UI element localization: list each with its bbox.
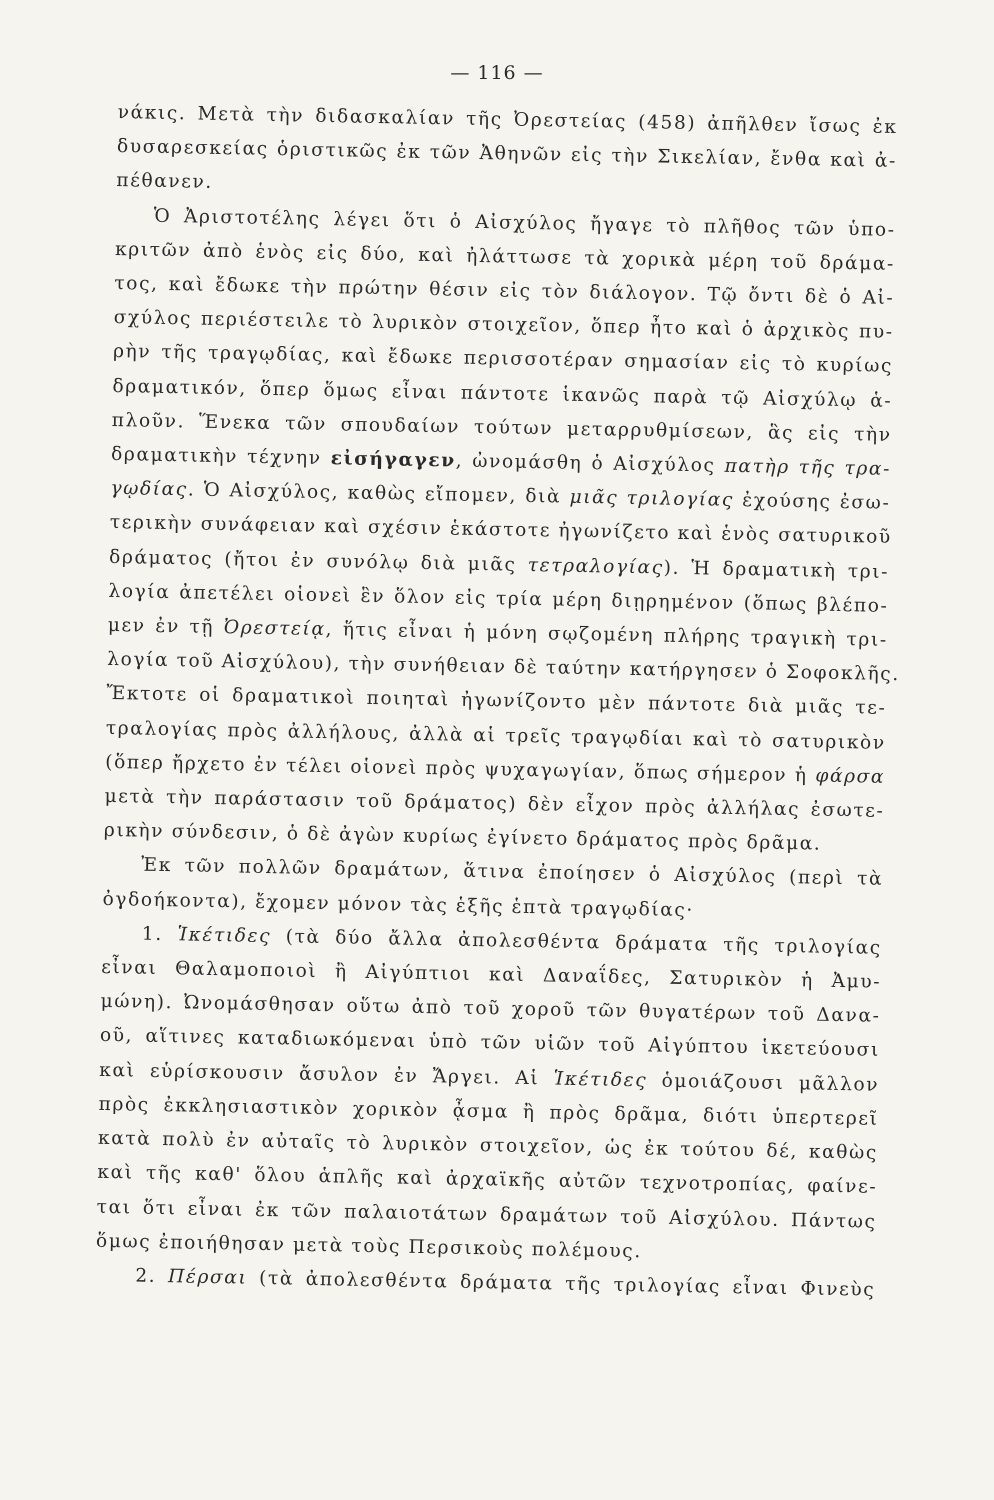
text-segment: ὅμως ἐποιήθησαν μετὰ τοὺς Περσικοὺς πολέμους. [95,1230,643,1262]
text-segment: , ἥτις εἶναι ἡ μόνη σῳζομένη πλήρης τραγικὴ τρι- [325,619,888,651]
text-segment: εἰσήγαγεν [330,448,456,472]
text-segment: Πέρσαι [167,1266,248,1289]
page-number: — 116 — [450,62,544,84]
text-segment: μώνη). Ὠνομάσθησαν οὕτω ἀπὸ τοῦ χοροῦ τῶν θυγατέρων τοῦ Δανα- [100,991,881,1028]
text-segment: πατὴρ τῆς τρα- [724,455,892,480]
text-segment: σχύλος περιέστειλε τὸ λυρικὸν στοιχεῖον, ὅπερ ἦτο καὶ ὁ ἀρχικὸς πυ- [113,307,894,344]
text-segment: (τὰ ἀπολεσθέντα δράματα τῆς τριλογίας εἶναι Φινεὺς [247,1267,876,1301]
text-segment: Ὀρεστείᾳ [223,617,326,641]
text-segment: κριτῶν ἀπὸ ἑνὸς εἰς δύο, καὶ ἠλάττωσε τὰ χορικὰ μέρη τοῦ δράμα- [114,238,896,275]
text-segment: γῳδίας [110,478,188,501]
text-segment: καὶ εὑρίσκουσιν ἄσυλον ἐν Ἄργει. Αἱ [99,1059,554,1090]
text-segment: μεν ἐν τῇ [107,614,225,639]
text-segment: Ἐκ τῶν πολλῶν δραμάτων, ἅτινα ἐποίησεν ὁ Αἰσχύλος (περὶ τὰ [141,855,884,891]
text-segment: τετραλογίας [527,554,664,579]
body-text [95,96,901,1308]
text-segment: ται ὅτι εἶναι ἐκ τῶν παλαιοτάτων δραμάτων τοῦ Αἰσχύλου. Πάντως [96,1196,877,1233]
text-segment: δραματικὴν τέχνην [110,443,331,470]
text-segment: ἐχούσης ἐσω- [733,490,891,515]
text-segment: οῦ, αἵτινες καταδιωκόμεναι ὑπὸ τῶν υἱῶν τοῦ Αἰγύπτου ἱκετεύουσι [99,1025,881,1062]
text-segment: 1. [141,923,178,946]
text-segment: , ὠνομάσθη ὁ Αἰσχύλος [455,450,725,477]
text-segment: ὁμοιάζουσι μᾶλλον [647,1070,880,1096]
text-segment: δυσαρεσκείας ὁριστικῶς ἐκ τῶν Ἀθηνῶν εἰς τὴν Σικελίαν, ἔνθα καὶ ἀ- [116,136,898,173]
text-segment: μιᾶς τριλογίας [569,486,735,512]
text-segment: Ἱκέτιδες [177,924,272,947]
text-segment: ρὴν τῆς τραγῳδίας, καὶ ἔδωκε περισσοτέραν σημασίαν εἰς τὸ κυρίως [112,341,894,378]
text-segment: καὶ τῆς καθ' ὅλου ἁπλῆς καὶ ἀρχαϊκῆς αὐτῶν τεχνοτροπίας, φαίνε- [97,1162,878,1199]
text-segment: δραματικόν, ὅπερ ὅμως εἶναι πάντοτε ἱκανῶς παρὰ τῷ Αἰσχύλῳ ἁ- [112,375,893,412]
text-segment: μετὰ τὴν παράστασιν τοῦ δράματος) δὲν εἶχον πρὸς ἀλλήλας ἐσωτε- [104,785,885,822]
text-segment: λογία τοῦ Αἰσχύλου), τὴν συνήθειαν δὲ ταύτην κατήργησεν ὁ Σοφοκλῆς. [106,649,901,686]
text-segment: (τὰ δύο ἄλλα ἀπολεσθέντα δράματα τῆς τριλογίας [270,925,882,959]
text-segment: Ἱκέτιδες [553,1068,648,1092]
text-segment: νάκις. Μετὰ τὴν διδασκαλίαν τῆς Ὀρεστείας (458) ἀπῆλθεν ἴσως ἐκ [117,101,898,138]
text-segment: τος, καὶ ἔδωκε τὴν πρώτην θέσιν εἰς τὸν διάλογον. Τῷ ὄντι δὲ ὁ Αἰ- [114,272,895,309]
text-segment: ὀγδοήκοντα), ἔχομεν μόνον τὰς ἑξῆς ἑπτὰ τραγῳδίας· [102,888,695,921]
text-segment: πρὸς ἐκκλησιαστικὸν χορικὸν ᾆσμα ἢ πρὸς δρᾶμα, διότι ὑπερτερεῖ [98,1093,879,1130]
text-segment: 2. [135,1265,169,1288]
text-segment: τραλογίας πρὸς ἀλλήλους, ἀλλὰ αἱ τρεῖς τραγῳδίαι καὶ τὸ σατυρικὸν [105,717,886,754]
text-segment: τερικὴν συνάφειαν καὶ σχέσιν ἑκάστοτε ἠγωνίζετο καὶ ἑνὸς σατυρικοῦ [109,512,892,549]
text-segment: λογία ἀπετέλει οἱονεὶ ἓν ὅλον εἰς τρία μέρη διῃρημένον (ὅπως βλέπο- [108,580,889,617]
text-segment: πλοῦν. Ἕνεκα τῶν σπουδαίων τούτων μεταρρυθμίσεων, ἃς εἰς τὴν [111,409,892,446]
text-segment: Ὁ Ἀριστοτέλης λέγει ὅτι ὁ Αἰσχύλος ἤγαγε τὸ πλῆθος τῶν ὑπο- [153,205,896,241]
text-segment: ). Ἡ δραματικὴ τρι- [663,557,890,583]
text-segment: Ἔκτοτε οἱ δραματικοὶ ποιηταὶ ἠγωνίζοντο μὲν πάντοτε διὰ μιᾶς τε- [106,683,887,720]
text-segment: πέθανεν. [116,170,214,194]
text-segment: φάρσα [815,765,886,788]
text-segment: ρικὴν σύνδεσιν, ὁ δὲ ἀγὼν κυρίως ἐγίνετο δράματος πρὸς δρᾶμα. [103,820,822,855]
text-segment: δράματος (ἤτοι ἐν συνόλῳ διὰ μιᾶς [108,546,528,576]
text-segment: κατὰ πολὺ ἐν αὐταῖς τὸ λυρικὸν στοιχεῖον, ὡς ἐκ τούτου δέ, καθὼς [97,1127,879,1164]
text-segment: . Ὁ Αἰσχύλος, καθὼς εἴπομεν, διὰ [187,479,570,508]
text-segment: εἶναι Θαλαμοποιοὶ ἢ Αἰγύπτιοι καὶ Δαναΐδες, Σατυρικὸν ἡ Ἀμυ- [101,956,882,993]
text-segment: (ὅπερ ἤρχετο ἐν τέλει οἱονεὶ πρὸς ψυχαγωγίαν, ὅπως σήμερον ἡ [105,751,816,787]
